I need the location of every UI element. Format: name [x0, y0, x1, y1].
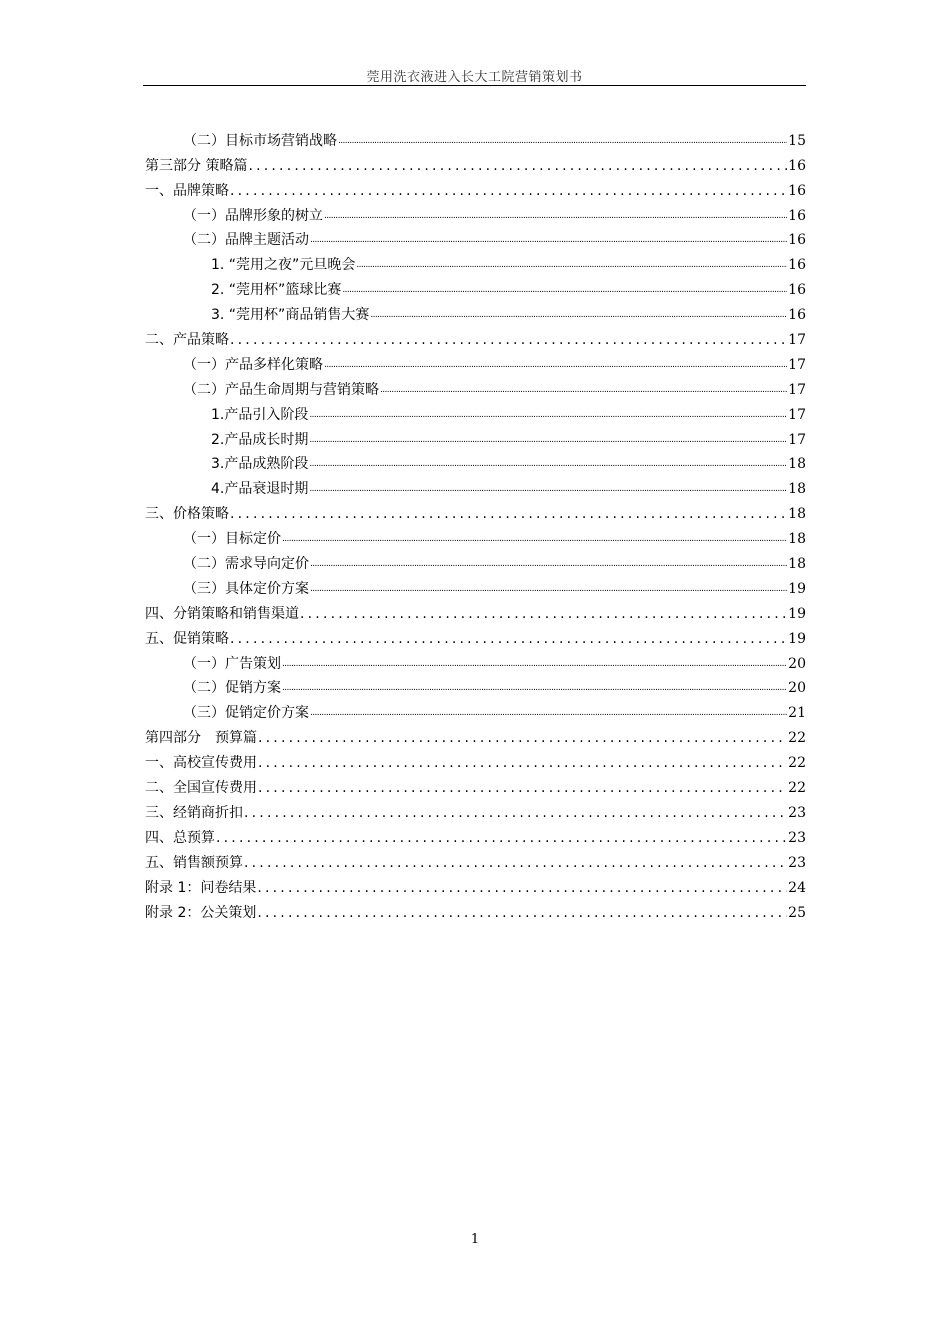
toc-entry-title: 1. “莞用之夜”元旦晚会: [211, 257, 356, 274]
toc-entry-page: 17: [788, 431, 806, 448]
running-header: 莞用洗衣液进入长大工院营销策划书: [366, 70, 583, 85]
toc-dot-leader: [309, 479, 787, 499]
toc-entry-page: 22: [788, 730, 806, 747]
toc-entry[interactable]: [145, 375, 806, 400]
toc-entry[interactable]: [145, 350, 806, 375]
toc-entry-title: 2. “莞用杯”篮球比赛: [211, 282, 342, 299]
toc-entry[interactable]: [145, 151, 806, 176]
toc-dot-leader: [309, 430, 787, 450]
toc-entry[interactable]: [145, 325, 806, 350]
toc-entry-page: 16: [788, 182, 806, 199]
toc-entry-title: （二）促销方案: [183, 680, 281, 697]
toc-entry-page: 17: [788, 332, 806, 349]
toc-dot-leader: [356, 255, 787, 275]
toc-entry[interactable]: [145, 649, 806, 674]
toc-dot-leader: [370, 305, 787, 325]
toc-entry[interactable]: [145, 748, 806, 773]
toc-dot-leader: [248, 156, 787, 176]
toc-dot-leader: [309, 405, 787, 425]
toc-entry-page: 18: [788, 531, 806, 548]
toc-entry-page: 17: [788, 356, 806, 373]
toc-dot-leader: [310, 703, 787, 723]
toc-entry-title: 1.产品引入阶段: [211, 406, 309, 423]
toc-entry-page: 16: [788, 307, 806, 324]
toc-entry-title: 四、分销策略和销售渠道: [145, 605, 299, 622]
toc-entry-title: 五、促销策略: [145, 630, 229, 647]
toc-dot-leader: [310, 554, 787, 574]
toc-entry-title: （一）品牌形象的树立: [183, 207, 323, 224]
toc-entry-title: 3.产品成熟阶段: [211, 456, 309, 473]
toc-dot-leader: [324, 355, 787, 375]
toc-entry-title: 五、销售额预算: [145, 854, 243, 871]
toc-dot-leader: [216, 828, 787, 848]
page-number: 1: [470, 1232, 480, 1247]
toc-entry-title: 4.产品衰退时期: [211, 481, 309, 498]
toc-entry[interactable]: [145, 126, 806, 151]
toc-dot-leader: [380, 380, 787, 400]
toc-entry[interactable]: [145, 599, 806, 624]
header-rule: [143, 85, 806, 86]
toc-dot-leader: [300, 604, 787, 624]
toc-entry-page: 25: [788, 904, 806, 921]
toc-dot-leader: [310, 579, 787, 599]
toc-entry[interactable]: [145, 499, 806, 524]
toc-entry[interactable]: [145, 425, 806, 450]
toc-entry-title: （三）促销定价方案: [183, 705, 309, 722]
toc-entry-page: 18: [788, 506, 806, 523]
toc-entry-title: 一、品牌策略: [145, 182, 229, 199]
toc-entry[interactable]: [145, 549, 806, 574]
toc-dot-leader: [257, 903, 787, 923]
toc-entry-page: 17: [788, 406, 806, 423]
toc-entry-page: 16: [788, 232, 806, 249]
toc-entry-page: 19: [788, 580, 806, 597]
toc-entry-page: 15: [788, 132, 806, 149]
toc-dot-leader: [282, 529, 787, 549]
toc-entry[interactable]: [145, 624, 806, 649]
toc-entry-title: 3. “莞用杯”商品销售大赛: [211, 307, 370, 324]
toc-entry-page: 22: [788, 755, 806, 772]
toc-entry-page: 16: [788, 157, 806, 174]
toc-entry[interactable]: [145, 773, 806, 798]
toc-dot-leader: [257, 878, 787, 898]
toc-entry[interactable]: [145, 201, 806, 226]
toc-entry-title: （一）产品多样化策略: [183, 356, 323, 373]
toc-entry[interactable]: [145, 250, 806, 275]
toc-entry-page: 22: [788, 780, 806, 797]
toc-entry-title: 第三部分 策略篇: [145, 157, 248, 174]
toc-dot-leader: [282, 678, 787, 698]
toc-dot-leader: [230, 181, 787, 201]
toc-dot-leader: [309, 454, 787, 474]
toc-entry[interactable]: [145, 450, 806, 475]
toc-entry[interactable]: [145, 226, 806, 251]
toc-entry-page: 19: [788, 605, 806, 622]
toc-entry-page: 21: [788, 705, 806, 722]
toc-entry-title: 第四部分 预算篇: [145, 730, 257, 747]
toc-entry-page: 17: [788, 381, 806, 398]
toc-entry-page: 18: [788, 481, 806, 498]
toc-entry[interactable]: [145, 300, 806, 325]
toc-entry-page: 23: [788, 829, 806, 846]
toc-dot-leader: [258, 728, 787, 748]
toc-entry[interactable]: [145, 698, 806, 723]
table-of-contents: [145, 126, 806, 923]
toc-dot-leader: [342, 280, 787, 300]
toc-entry-page: 19: [788, 630, 806, 647]
toc-dot-leader: [258, 778, 787, 798]
toc-entry-title: 四、总预算: [145, 829, 215, 846]
toc-entry-title: 一、高校宣传费用: [145, 755, 257, 772]
toc-entry-title: （一）目标定价: [183, 531, 281, 548]
toc-entry[interactable]: [145, 798, 806, 823]
toc-entry-page: 23: [788, 854, 806, 871]
toc-entry-title: 附录 1：问卷结果: [145, 879, 257, 896]
toc-entry[interactable]: [145, 474, 806, 499]
toc-entry[interactable]: [145, 848, 806, 873]
toc-entry-page: 20: [788, 680, 806, 697]
toc-dot-leader: [282, 654, 787, 674]
toc-entry-page: 24: [788, 879, 806, 896]
toc-entry[interactable]: [145, 275, 806, 300]
toc-dot-leader: [244, 803, 787, 823]
toc-entry-title: 二、产品策略: [145, 332, 229, 349]
toc-entry-title: 附录 2：公关策划: [145, 904, 257, 921]
toc-entry-page: 18: [788, 456, 806, 473]
toc-entry[interactable]: [145, 873, 806, 898]
toc-entry-page: 23: [788, 804, 806, 821]
toc-entry[interactable]: [145, 674, 806, 699]
toc-entry-title: （二）产品生命周期与营销策略: [183, 381, 379, 398]
toc-dot-leader: [338, 131, 787, 151]
toc-entry-page: 16: [788, 282, 806, 299]
toc-dot-leader: [230, 330, 787, 350]
toc-entry-title: （二）目标市场营销战略: [183, 132, 337, 149]
toc-dot-leader: [230, 504, 787, 524]
toc-entry-title: 二、全国宣传费用: [145, 780, 257, 797]
toc-entry[interactable]: [145, 524, 806, 549]
toc-entry[interactable]: [145, 823, 806, 848]
toc-dot-leader: [244, 853, 787, 873]
toc-entry-title: 2.产品成长时期: [211, 431, 309, 448]
toc-entry[interactable]: [145, 176, 806, 201]
toc-dot-leader: [258, 753, 787, 773]
toc-entry[interactable]: [145, 574, 806, 599]
toc-entry-title: （二）品牌主题活动: [183, 232, 309, 249]
toc-entry-title: 三、价格策略: [145, 506, 229, 523]
toc-entry-page: 20: [788, 655, 806, 672]
toc-entry[interactable]: [145, 400, 806, 425]
toc-dot-leader: [230, 629, 787, 649]
toc-entry[interactable]: [145, 898, 806, 923]
toc-entry-title: （二）需求导向定价: [183, 556, 309, 573]
toc-dot-leader: [310, 230, 787, 250]
toc-entry-page: 16: [788, 257, 806, 274]
toc-entry-title: （三）具体定价方案: [183, 580, 309, 597]
toc-entry[interactable]: [145, 723, 806, 748]
toc-entry-title: 三、经销商折扣: [145, 804, 243, 821]
toc-entry-title: （一）广告策划: [183, 655, 281, 672]
toc-entry-page: 16: [788, 207, 806, 224]
toc-dot-leader: [324, 206, 787, 226]
toc-entry-page: 18: [788, 556, 806, 573]
